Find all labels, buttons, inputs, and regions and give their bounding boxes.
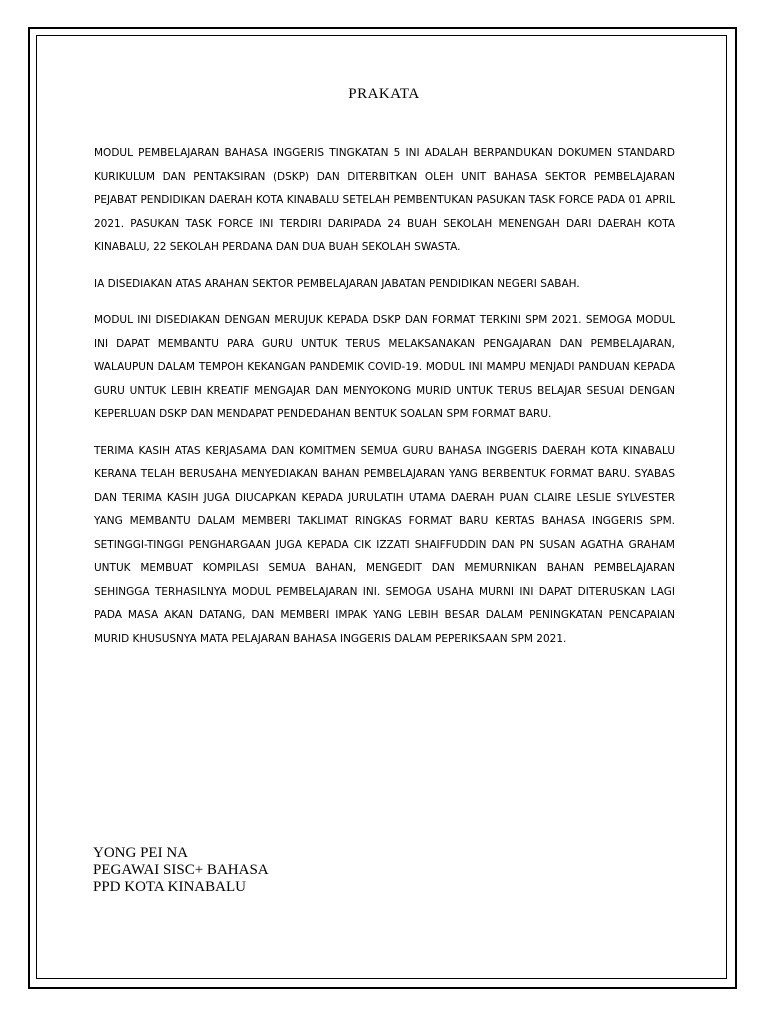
paragraph-1: MODUL PEMBELAJARAN BAHASA INGGERIS TINGKATAN 5 INI ADALAH BERPANDUKAN DOKUMEN STANDARD KURIKULUM DAN PENTAKSIRAN (DSKP) DAN DITERBITKAN OLEH UNIT BAHASA SEKTOR PEMBELAJARAN PEJABAT PENDIDIKAN DAERAH KOTA KINABALU SETELAH PEMBENTUKAN PASUKAN TASK FORCE PADA 01 APRIL 2021. PASUKAN TASK FORCE INI TERDIRI DARIPADA 24 BUAH SEKOLAH MENENGAH DARI DAERAH KOTA KINABALU, 22 SEKOLAH PERDANA DAN DUA BUAH SEKOLAH SWASTA. xyxy=(94,147,675,253)
signature-office: PPD KOTA KINABALU xyxy=(93,879,246,895)
paragraph-2: IA DISEDIAKAN ATAS ARAHAN SEKTOR PEMBELAJARAN JABATAN PENDIDIKAN NEGERI SABAH. xyxy=(94,277,580,290)
paragraph-4: TERIMA KASIH ATAS KERJASAMA DAN KOMITMEN SEMUA GURU BAHASA INGGERIS DAERAH KOTA KINABALU KERANA TELAH BERUSAHA MENYEDIAKAN BAHAN PEMBELAJARAN YANG BERBENTUK FORMAT BARU. SYABAS DAN TERIMA KASIH JUGA DIUCAPKAN KEPADA JURULATIH UTAMA DAERAH PUAN CLAIRE LESLIE SYLVESTER YANG MEMBANTU DALAM MEMBERI TAKLIMAT RINGKAS FORMAT BARU KERTAS BAHASA INGGERIS SPM. SETINGGI-TINGGI PENGHARGAAN JUGA KEPADA CIK IZZATI SHAIFFUDDIN DAN PN SUSAN AGATHA GRAHAM UNTUK MEMBUAT KOMPILASI SEMUA BAHAN, MENGEDIT DAN MEMURNIKAN BAHAN PEMBELAJARAN SEHINGGA TERHASILNYA MODUL PEMBELAJARAN INI. SEMOGA USAHA MURNI INI DAPAT DITERUSKAN LAGI PADA MASA AKAN DATANG, DAN MEMBERI IMPAK YANG LEBIH BESAR DALAM PENINGKATAN PENCAPAIAN MURID KHUSUSNYA MATA PELAJARAN BAHASA INGGERIS DALAM PEPERIKSAAN SPM 2021. xyxy=(94,444,675,645)
signature-name: YONG PEI NA xyxy=(93,845,188,861)
document-body xyxy=(94,142,675,664)
signature-position: PEGAWAI SISC+ BAHASA xyxy=(93,862,269,878)
signature-block xyxy=(93,845,269,896)
page-title: PRAKATA xyxy=(348,86,420,102)
paragraph-3: MODUL INI DISEDIAKAN DENGAN MERUJUK KEPADA DSKP DAN FORMAT TERKINI SPM 2021. SEMOGA MODUL INI DAPAT MEMBANTU PARA GURU UNTUK TERUS MELAKSANAKAN PENGAJARAN DAN PEMBELAJARAN, WALAUPUN DALAM TEMPOH KEKANGAN PANDEMIK COVID-19. MODUL INI MAMPU MENJADI PANDUAN KEPADA GURU UNTUK LEBIH KREATIF MENGAJAR DAN MENYOKONG MURID UNTUK TERUS BELAJAR SESUAI DENGAN KEPERLUAN DSKP DAN MENDAPAT PENDEDAHAN BENTUK SOALAN SPM FORMAT BARU. xyxy=(94,314,675,420)
